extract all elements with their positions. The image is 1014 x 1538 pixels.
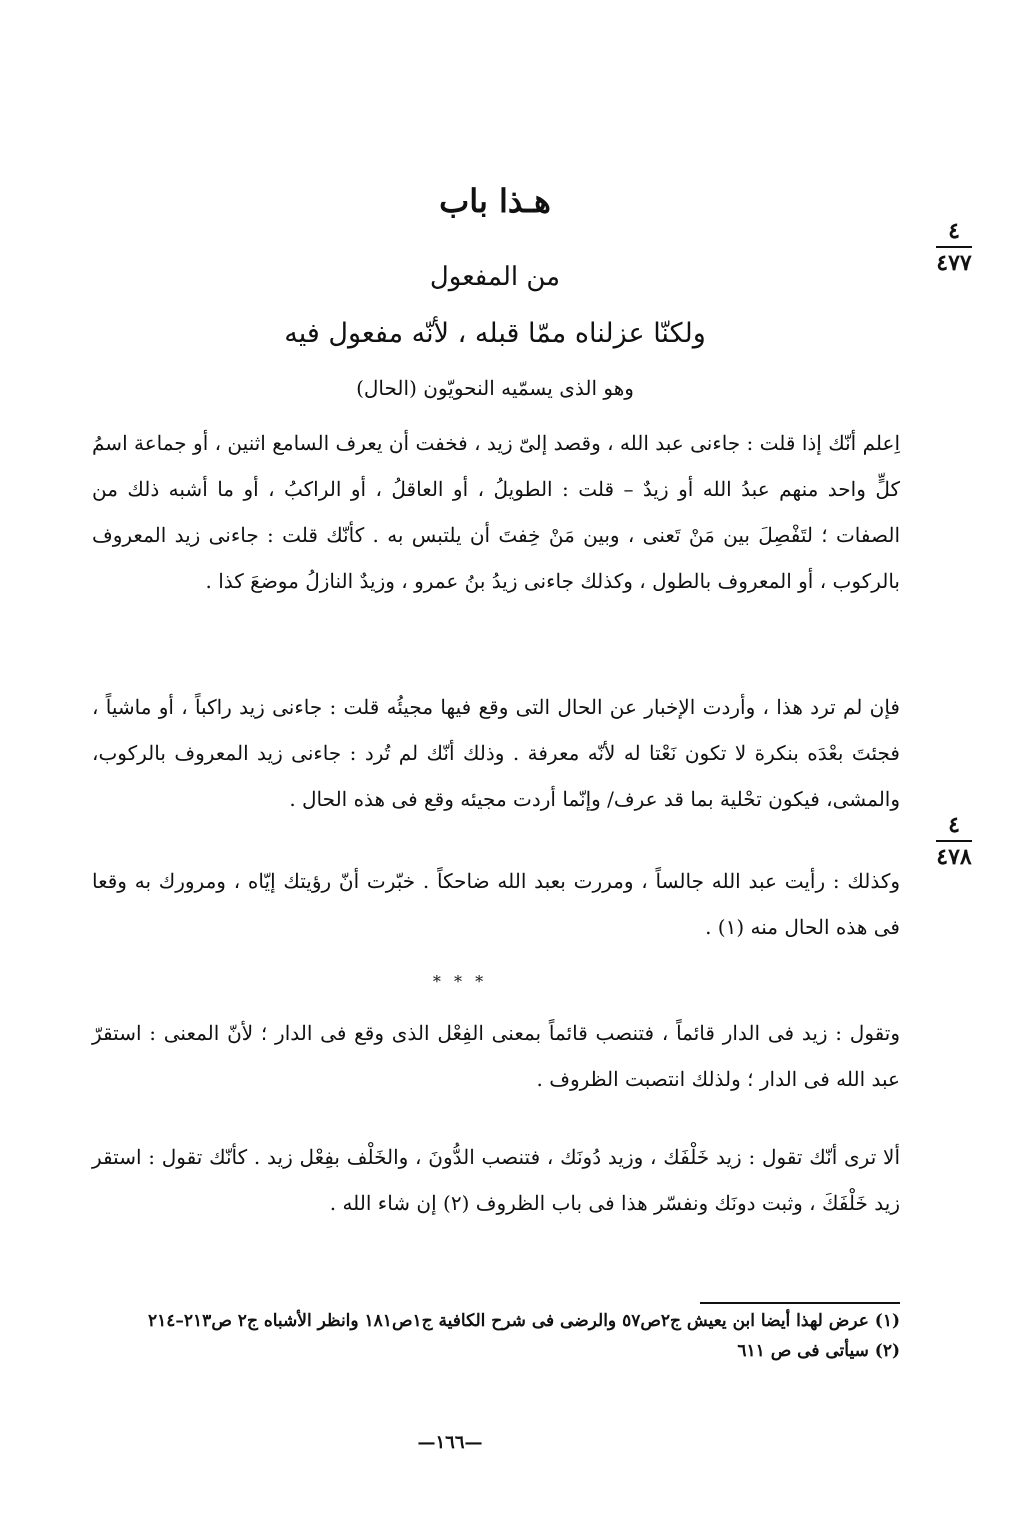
section-separator: * * * (432, 972, 488, 991)
paragraph-2: فإن لم ترد هذا ، وأردت الإخبار عن الحال التى وقع فيها مجيئُه قلت : جاءنى زيد راكباً ، أو ماشياً ، فجئتَ بعْدَه بنكرة لا تكون نَعْتا له لأنّه معرفة . وذلك أنّك لم تُرد : جاءنى زيد المعروف بالركوب، والمشى، فيكون تحْلية بما قد عرف/ وإنّما أردت مجيئه وقع فى هذه الحال . (92, 695, 900, 811)
margin-reference-1 (924, 218, 984, 276)
paragraph-3: وكذلك : رأيت عبد الله جالساً ، ومررت بعبد الله ضاحكاً . خبّرت أنّ رؤيتك إيّاه ، ومرورك به وقعا فى هذه الحال منه (١) . (92, 869, 900, 939)
footnote-2: (٢) سيأتى فى ص ٦١١ (737, 1341, 900, 1361)
margin-reference-page: ٤٧٧ (936, 250, 972, 276)
margin-reference-2 (924, 812, 984, 870)
chapter-subtitle-3: وهو الذى يسمّيه النحويّون (الحال) (356, 376, 634, 400)
chapter-subtitle-1: من المفعول (429, 262, 561, 292)
margin-reference-rule (936, 840, 972, 842)
paragraph-5: ألا ترى أنّك تقول : زيد خَلْفَك ، وزيد دُونَك ، فتنصب الدُّونَ ، والخَلْف بفِعْل زيد . كأنّك تقول : استقر زيد خَلْفَكَ ، وثبت دونَك ونفسّر هذا فى باب الظروف (٢) إن شاء الله . (92, 1145, 900, 1215)
margin-reference-page: ٤٧٨ (936, 844, 972, 870)
chapter-subtitle-2: ولكنّا عزلناه ممّا قبله ، لأنّه مفعول فيه (284, 318, 706, 349)
footnotes (40, 1296, 900, 1366)
page-number: —١٦٦— (417, 1432, 483, 1453)
margin-reference-rule (936, 246, 972, 248)
chapter-title: هـذا باب (439, 182, 551, 220)
paragraph-4: وتقول : زيد فى الدار قائماً ، فتنصب قائماً بمعنى الفِعْل الذى وقع فى الدار ؛ لأنّ المعنى : استقرّ عبد الله فى الدار ؛ ولذلك انتصبت الظروف . (92, 1021, 900, 1091)
margin-reference-volume: ٤ (948, 218, 960, 244)
margin-reference-volume: ٤ (948, 812, 960, 838)
paragraph-1: اِعلم أنّك إذا قلت : جاءنى عبد الله ، وقصد إلىّ زيد ، فخفت أن يعرف السامع اثنين ، أو جماعة اسمُ كلٍّ واحد منهم عبدُ الله أو زيدٌ – قلت : الطويلُ ، أو العاقلُ ، أو الراكبُ ، أو ما أشبه ذلك من الصفات ؛ لتَفْصِلَ بين مَنْ تَعنى ، وبين مَنْ خِفتَ أن يلتبس به . كأنّك قلت : جاءنى زيد المعروف بالركوب ، أو المعروف بالطول ، وكذلك جاءنى زيدُ بنُ عمرو ، وزيدٌ النازلُ موضعَ كذا . (92, 431, 900, 593)
footnote-1: (١) عرض لهذا أيضا ابن يعيش ج٢ص٥٧ والرضى فى شرح الكافية ج١ص١٨١ وانظر الأشباه ج٢ ص٢١٣–٢١٤ (148, 1311, 900, 1331)
